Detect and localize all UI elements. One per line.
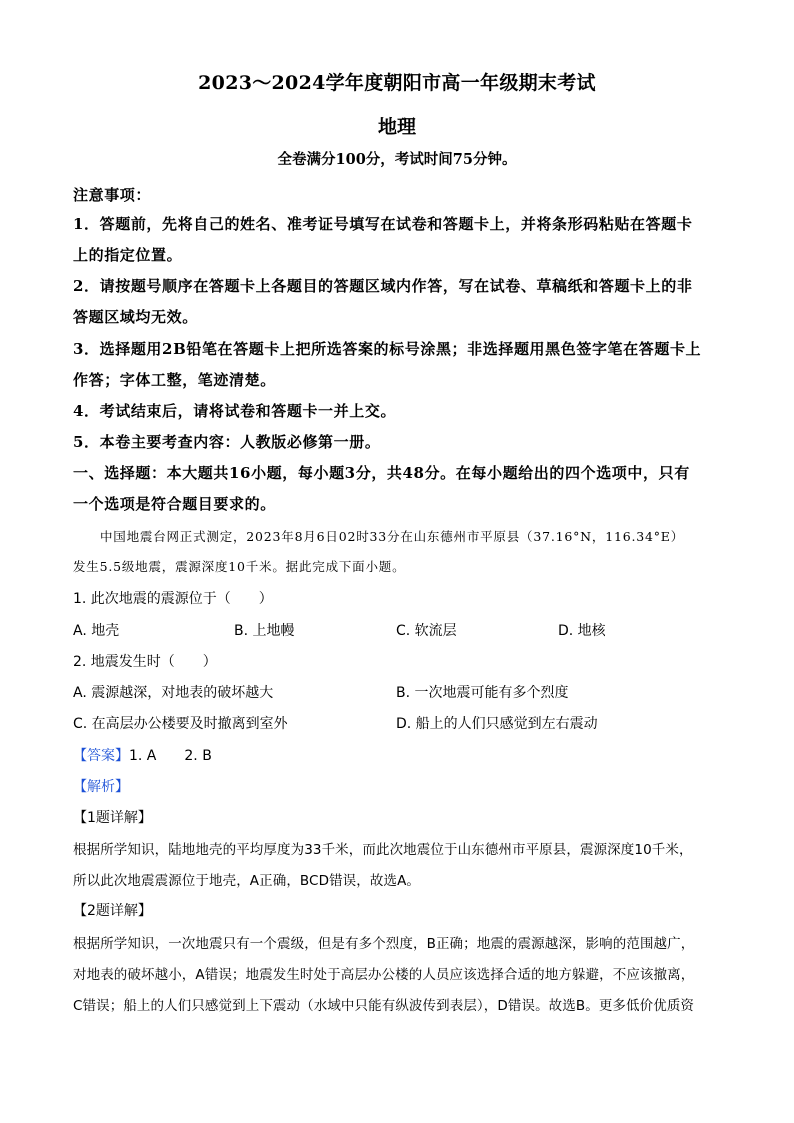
notice-line: 作答；字体工整，笔迹清楚。 [73, 371, 276, 389]
q2-option-d: D. 船上的人们只感觉到左右震动 [396, 716, 598, 732]
answer-tag: 【答案】 [73, 748, 129, 764]
notice-line: 答题区域均无效。 [73, 308, 198, 326]
section-heading-cont: 一个选项是符合题目要求的。 [73, 495, 276, 513]
answer-line [73, 745, 212, 765]
detail-1-tag: 【1题详解】 [73, 810, 152, 826]
notice-line: 1．答题前，先将自己的姓名、准考证号填写在试卷和答题卡上，并将条形码粘贴在答题卡 [73, 215, 693, 233]
analysis-line [73, 776, 129, 796]
notice-heading: 注意事项： [73, 186, 152, 204]
score-time-note: 全卷满分100分，考试时间75分钟。 [277, 151, 517, 168]
q1-option-c: C. 软流层 [396, 623, 457, 639]
q2-option-c: C. 在高层办公楼要及时撤离到室外 [73, 716, 288, 732]
notice-line: 4．考试结束后，请将试卷和答题卡一并上交。 [73, 402, 397, 420]
notice-line: 2．请按题号顺序在答题卡上各题目的答题区域内作答，写在试卷、草稿纸和答题卡上的非 [73, 277, 693, 295]
q1-option-a: A. 地壳 [73, 623, 120, 639]
detail-2-line: 对地表的破坏越小，A错误；地震发生时处于高层办公楼的人员应该选择合适的地方躲避，不应该撤离， [73, 967, 695, 983]
q2-option-a: A. 震源越深，对地表的破坏越大 [73, 685, 274, 701]
notice-line: 上的指定位置。 [73, 246, 183, 264]
exam-title: 2023～2024学年度朝阳市高一年级期末考试 [198, 72, 596, 94]
notice-line: 3．选择题用2B铅笔在答题卡上把所选答案的标号涂黑；非选择题用黑色签字笔在答题卡上 [73, 340, 702, 358]
answer-text: 1. A 2. B [129, 748, 212, 764]
question-2-stem: 2. 地震发生时（ ） [73, 654, 217, 670]
detail-2-line: 根据所学知识，一次地震只有一个震级，但是有多个烈度，B正确；地震的震源越深，影响的范围越广， [73, 936, 695, 952]
subject-title: 地理 [377, 116, 416, 138]
detail-1-line: 根据所学知识，陆地地壳的平均厚度为33千米，而此次地震位于山东德州市平原县，震源深度10千米， [73, 842, 693, 858]
notice-line: 5．本卷主要考查内容：人教版必修第一册。 [73, 433, 381, 451]
question-1-stem: 1. 此次地震的震源位于（ ） [73, 591, 273, 607]
q1-option-d: D. 地核 [558, 623, 606, 639]
question-intro: 中国地震台网正式测定，2023年8月6日02时33分在山东德州市平原县（37.16°N，116.34°E） [100, 529, 685, 544]
detail-2-tag: 【2题详解】 [73, 903, 152, 919]
question-intro-cont: 发生5.5级地震，震源深度10千米。据此完成下面小题。 [73, 559, 406, 574]
detail-2-line: C错误；船上的人们只感觉到上下震动（水域中只能有纵波传到表层），D错误。故选B。更多低价优质资 [73, 998, 695, 1014]
detail-1-line: 所以此次地震震源位于地壳，A正确，BCD错误，故选A。 [73, 873, 421, 889]
section-heading: 一、选择题：本大题共16小题，每小题3分，共48分。在每小题给出的四个选项中，只有 [73, 464, 690, 482]
q2-option-b: B. 一次地震可能有多个烈度 [396, 685, 569, 701]
analysis-tag: 【解析】 [73, 779, 129, 795]
q1-option-b: B. 上地幔 [234, 623, 295, 639]
